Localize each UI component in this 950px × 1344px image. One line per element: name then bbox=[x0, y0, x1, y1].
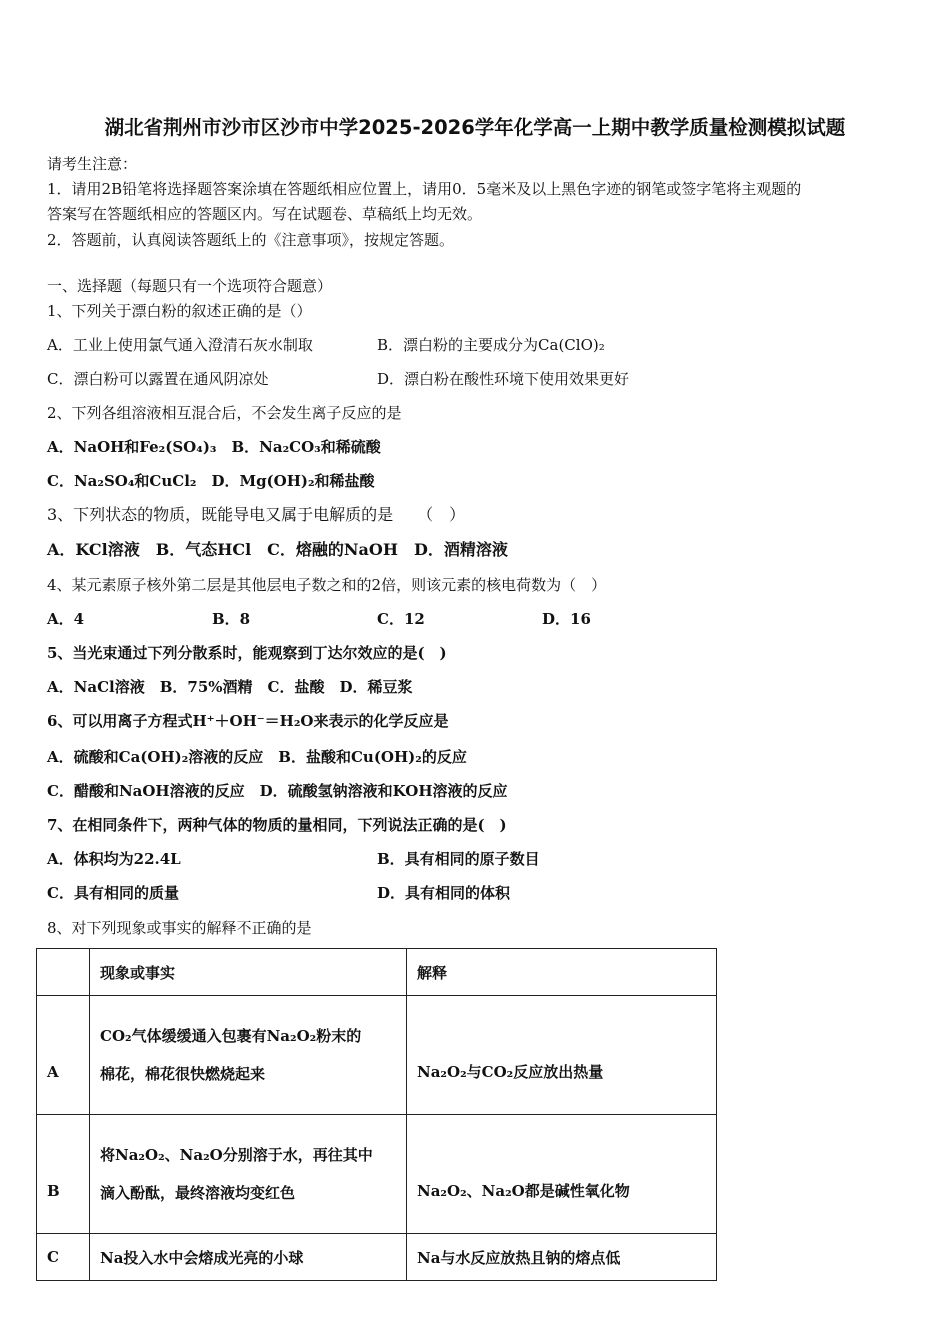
question-7-stem: 7、在相同条件下，两种气体的物质的量相同，下列说法正确的是( ) bbox=[47, 816, 507, 834]
table-row-phenomenon-line-1: 将Na₂O₂、Na₂O分别溶于水，再往其中 bbox=[100, 1146, 373, 1164]
table-row-explanation: Na₂O₂、Na₂O都是碱性氧化物 bbox=[407, 1115, 717, 1234]
notice-heading: 请考生注意： bbox=[47, 155, 138, 173]
table-row-label: B bbox=[37, 1115, 90, 1234]
question-5-options: A．NaCl溶液 B．75%酒精 C．盐酸 D．稀豆浆 bbox=[47, 678, 413, 696]
question-4-option-d: D．16 bbox=[542, 610, 591, 628]
table-row-phenomenon bbox=[90, 996, 407, 1115]
question-8-stem: 8、对下列现象或事实的解释不正确的是 bbox=[47, 919, 312, 937]
table-header-empty bbox=[37, 949, 90, 996]
table-row-phenomenon-line-2: 滴入酚酞，最终溶液均变红色 bbox=[100, 1184, 296, 1202]
question-1-option-b: B．漂白粉的主要成分为Ca(ClO)₂ bbox=[377, 336, 605, 354]
question-6-options-cd: C．醋酸和NaOH溶液的反应 D．硫酸氢钠溶液和KOH溶液的反应 bbox=[47, 782, 508, 800]
question-1-option-a: A．工业上使用氯气通入澄清石灰水制取 bbox=[47, 336, 313, 354]
question-4-option-a: A．4 bbox=[47, 610, 85, 628]
table-header-row bbox=[37, 949, 717, 996]
question-2-options-ab: A．NaOH和Fe₂(SO₄)₃ B．Na₂CO₃和稀硫酸 bbox=[47, 438, 381, 456]
table-row-label: C bbox=[37, 1234, 90, 1281]
question-6-stem: 6、可以用离子方程式H⁺＋OH⁻＝H₂O来表示的化学反应是 bbox=[47, 712, 449, 730]
question-6-options-ab: A．硫酸和Ca(OH)₂溶液的反应 B．盐酸和Cu(OH)₂的反应 bbox=[47, 748, 467, 766]
question-7-option-c: C．具有相同的质量 bbox=[47, 884, 179, 902]
notice-item-1-line-1: 1．请用2B铅笔将选择题答案涂填在答题纸相应位置上，请用0．5毫米及以上黑色字迹的钢笔或签字笔将主观题的 bbox=[47, 180, 802, 198]
question-3-stem: 3、下列状态的物质，既能导电又属于电解质的是 （ ） bbox=[47, 505, 466, 524]
question-1-option-c: C．漂白粉可以露置在通风阴凉处 bbox=[47, 370, 269, 388]
table-row-label: A bbox=[37, 996, 90, 1115]
question-4-stem: 4、某元素原子核外第二层是其他层电子数之和的2倍，则该元素的核电荷数为（ ） bbox=[47, 576, 607, 594]
question-5-stem: 5、当光束通过下列分散系时，能观察到丁达尔效应的是( ) bbox=[47, 644, 447, 662]
question-7-option-d: D．具有相同的体积 bbox=[377, 884, 511, 902]
table-row bbox=[37, 1234, 717, 1281]
table-header-explanation: 解释 bbox=[407, 949, 717, 996]
question-3-options: A．KCl溶液 B．气态HCl C．熔融的NaOH D．酒精溶液 bbox=[47, 540, 508, 559]
question-2-options-cd: C．Na₂SO₄和CuCl₂ D．Mg(OH)₂和稀盐酸 bbox=[47, 472, 375, 490]
table-header-phenomenon: 现象或事实 bbox=[90, 949, 407, 996]
table-row-phenomenon-line-1: CO₂气体缓缓通入包裹有Na₂O₂粉末的 bbox=[100, 1027, 362, 1045]
table-row-explanation: Na与水反应放热且钠的熔点低 bbox=[407, 1234, 717, 1281]
table-row bbox=[37, 996, 717, 1115]
table-row bbox=[37, 1115, 717, 1234]
question-1-stem: 1、下列关于漂白粉的叙述正确的是（） bbox=[47, 302, 312, 320]
table-row-phenomenon-line-2: 棉花，棉花很快燃烧起来 bbox=[100, 1065, 266, 1083]
question-7-option-a: A．体积均为22.4L bbox=[47, 850, 181, 868]
question-1-option-d: D．漂白粉在酸性环境下使用效果更好 bbox=[377, 370, 630, 388]
table-row-phenomenon bbox=[90, 1115, 407, 1234]
section-heading: 一、选择题（每题只有一个选项符合题意） bbox=[47, 277, 333, 295]
table-row-phenomenon: Na投入水中会熔成光亮的小球 bbox=[90, 1234, 407, 1281]
page-title: 湖北省荆州市沙市区沙市中学2025-2026学年化学高一上期中教学质量检测模拟试题 bbox=[104, 116, 846, 139]
question-8-table bbox=[36, 948, 717, 1281]
notice-item-2: 2．答题前，认真阅读答题纸上的《注意事项》，按规定答题。 bbox=[47, 231, 455, 249]
question-4-option-b: B．8 bbox=[212, 610, 251, 628]
question-4-option-c: C．12 bbox=[377, 610, 425, 628]
table-row-explanation: Na₂O₂与CO₂反应放出热量 bbox=[407, 996, 717, 1115]
question-7-option-b: B．具有相同的原子数目 bbox=[377, 850, 540, 868]
question-2-stem: 2、下列各组溶液相互混合后，不会发生离子反应的是 bbox=[47, 404, 402, 422]
notice-item-1-line-2: 答案写在答题纸相应的答题区内。写在试题卷、草稿纸上均无效。 bbox=[47, 205, 483, 223]
